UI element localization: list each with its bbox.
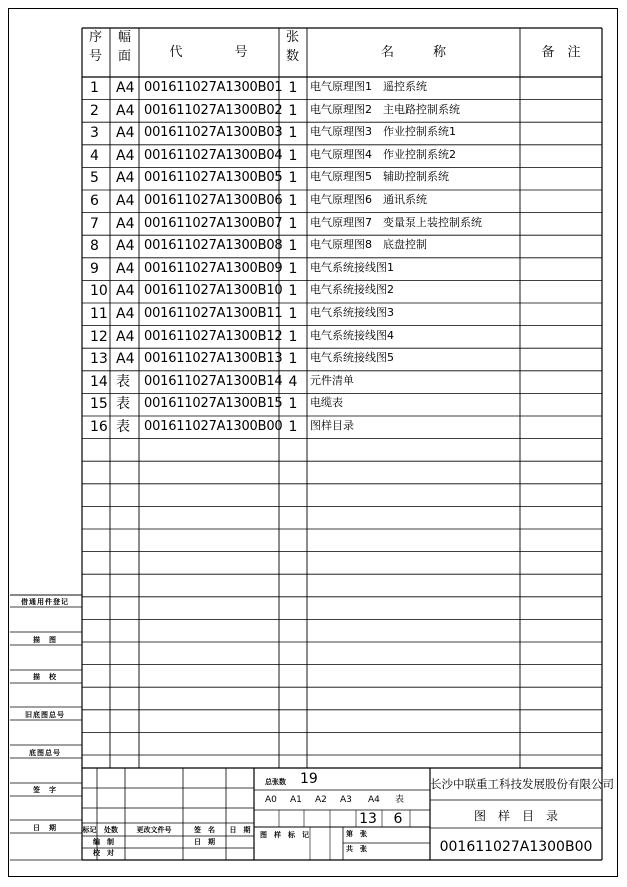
row-number: 4 — [90, 147, 99, 164]
compile-date-label: 日 期 — [194, 838, 215, 846]
drawing-mark-label: 图 样 标 记 — [260, 831, 309, 839]
row-code: 001611027A1300B13 — [144, 351, 283, 367]
rev-count-label: 处数 — [104, 826, 118, 834]
row-name: 电气系统接线图2 — [310, 283, 394, 297]
company-name: 长沙中联重工科技发展股份有限公司 — [430, 777, 614, 791]
row-number: 14 — [90, 373, 108, 390]
row-format: 表 — [116, 373, 130, 390]
row-code: 001611027A1300B03 — [144, 125, 283, 141]
side-label-trace-check: 描 校 — [33, 673, 57, 681]
side-label-trace: 描 图 — [33, 636, 57, 644]
row-name: 电气系统接线图4 — [310, 328, 394, 342]
row-format: A4 — [116, 283, 135, 300]
row-number: 2 — [90, 102, 99, 119]
document-code: 001611027A1300B00 — [439, 839, 593, 855]
row-code: 001611027A1300B12 — [144, 328, 283, 344]
row-format: A4 — [116, 193, 135, 209]
row-code: 001611027A1300B10 — [144, 283, 283, 299]
row-name: 电气系统接线图5 — [310, 351, 394, 365]
row-name: 电缆表 — [310, 396, 343, 410]
sheet-total-label: 共 张 — [346, 845, 367, 853]
header-seq: 序 号 — [88, 30, 102, 64]
row-number: 3 — [90, 125, 99, 142]
format-column-label: A1 — [290, 795, 302, 805]
row-number: 12 — [90, 328, 108, 345]
row-number: 8 — [90, 238, 99, 255]
row-code: 001611027A1300B06 — [144, 193, 283, 208]
format-column-label: A0 — [265, 795, 277, 805]
row-name: 电气原理图8 底盘控制 — [310, 238, 427, 252]
row-format: A4 — [116, 147, 135, 164]
format-column-label: A3 — [340, 795, 352, 805]
row-format: A4 — [116, 306, 135, 322]
row-sheets: 1 — [288, 306, 298, 322]
row-code: 001611027A1300B09 — [144, 260, 283, 276]
row-code: 001611027A1300B01 — [144, 80, 283, 95]
check-label: 校 对 — [93, 849, 114, 857]
row-number: 16 — [90, 419, 108, 435]
header-code: 代 号 — [169, 45, 248, 60]
row-number: 7 — [90, 215, 99, 232]
row-sheets: 1 — [288, 193, 298, 209]
rev-doc-label: 更改文件号 — [136, 826, 172, 834]
rev-mark-label: 标记 — [82, 826, 97, 834]
row-name: 电气原理图1 遥控系统 — [310, 80, 427, 93]
row-code: 001611027A1300B14 — [144, 373, 283, 389]
side-label-base-number: 底图总号 — [29, 749, 61, 757]
row-format: 表 — [116, 419, 130, 435]
header-sheets: 张 数 — [285, 30, 299, 64]
row-number: 1 — [90, 80, 99, 96]
sheet-no-label: 第 张 — [346, 830, 367, 838]
rev-date-label: 日 期 — [229, 826, 251, 834]
row-format: A4 — [116, 102, 135, 119]
row-format: A4 — [116, 80, 135, 96]
row-code: 001611027A1300B05 — [144, 170, 283, 186]
compile-label: 编 制 — [93, 838, 114, 846]
row-sheets: 1 — [288, 215, 298, 232]
row-number: 11 — [90, 306, 108, 322]
row-number: 13 — [90, 351, 108, 368]
row-code: 001611027A1300B07 — [144, 215, 283, 231]
rev-sign-label: 签 名 — [194, 826, 215, 834]
row-number: 6 — [90, 193, 99, 209]
row-name: 元件清单 — [310, 373, 354, 387]
row-number: 10 — [90, 283, 108, 300]
row-sheets: 1 — [288, 102, 298, 119]
row-format: A4 — [116, 238, 135, 255]
header-name: 名 称 — [380, 45, 446, 60]
row-code: 001611027A1300B11 — [144, 306, 283, 321]
total-sheets-value: 19 — [300, 771, 318, 787]
header-format: 幅 面 — [117, 30, 131, 64]
side-label-borrow: 借通用件登记 — [21, 598, 69, 606]
format-column-label: A4 — [368, 795, 380, 805]
row-code: 001611027A1300B04 — [144, 147, 283, 163]
format-column-label: A2 — [315, 795, 327, 805]
row-sheets: 1 — [288, 419, 298, 435]
count-a4: 13 — [359, 811, 377, 827]
row-name: 电气系统接线图1 — [310, 260, 394, 274]
side-label-old-number: 旧底图总号 — [25, 711, 65, 719]
side-label-date: 日 期 — [33, 824, 57, 832]
row-name: 电气原理图7 变量泵上装控制系统 — [310, 215, 482, 229]
row-number: 15 — [90, 396, 108, 413]
row-sheets: 1 — [288, 328, 298, 345]
row-format: A4 — [116, 215, 135, 232]
document-title: 图 样 目 录 — [473, 809, 558, 823]
row-sheets: 1 — [288, 80, 298, 96]
header-remark: 备 注 — [541, 45, 581, 60]
row-name: 电气原理图5 辅助控制系统 — [310, 170, 449, 184]
total-sheets-label: 总张数 — [265, 778, 286, 786]
row-sheets: 1 — [288, 238, 298, 255]
row-format: A4 — [116, 125, 135, 142]
row-sheets: 1 — [288, 147, 298, 164]
row-number: 9 — [90, 260, 99, 277]
row-sheets: 1 — [288, 283, 298, 300]
row-code: 001611027A1300B15 — [144, 396, 283, 412]
row-sheets: 4 — [288, 373, 298, 390]
count-table: 6 — [393, 811, 403, 827]
row-code: 001611027A1300B08 — [144, 238, 283, 254]
row-sheets: 1 — [288, 125, 298, 142]
row-name: 电气原理图4 作业控制系统2 — [310, 147, 456, 161]
side-label-sign: 签 字 — [33, 786, 57, 794]
row-format: A4 — [116, 351, 135, 368]
row-name: 图样目录 — [310, 419, 354, 432]
row-sheets: 1 — [288, 351, 298, 368]
row-name: 电气原理图3 作业控制系统1 — [310, 125, 456, 139]
row-format: A4 — [116, 170, 135, 187]
row-sheets: 1 — [288, 170, 298, 187]
row-name: 电气原理图2 主电路控制系统 — [310, 102, 460, 116]
row-code: 001611027A1300B00 — [144, 419, 283, 434]
row-sheets: 1 — [288, 260, 298, 277]
row-format: 表 — [116, 396, 130, 413]
format-column-label: 表 — [395, 795, 405, 805]
row-number: 5 — [90, 170, 99, 187]
row-name: 电气系统接线图3 — [310, 306, 394, 319]
row-sheets: 1 — [288, 396, 298, 413]
row-format: A4 — [116, 260, 135, 277]
row-format: A4 — [116, 328, 135, 345]
row-name: 电气原理图6 通讯系统 — [310, 193, 427, 206]
row-code: 001611027A1300B02 — [144, 102, 283, 118]
